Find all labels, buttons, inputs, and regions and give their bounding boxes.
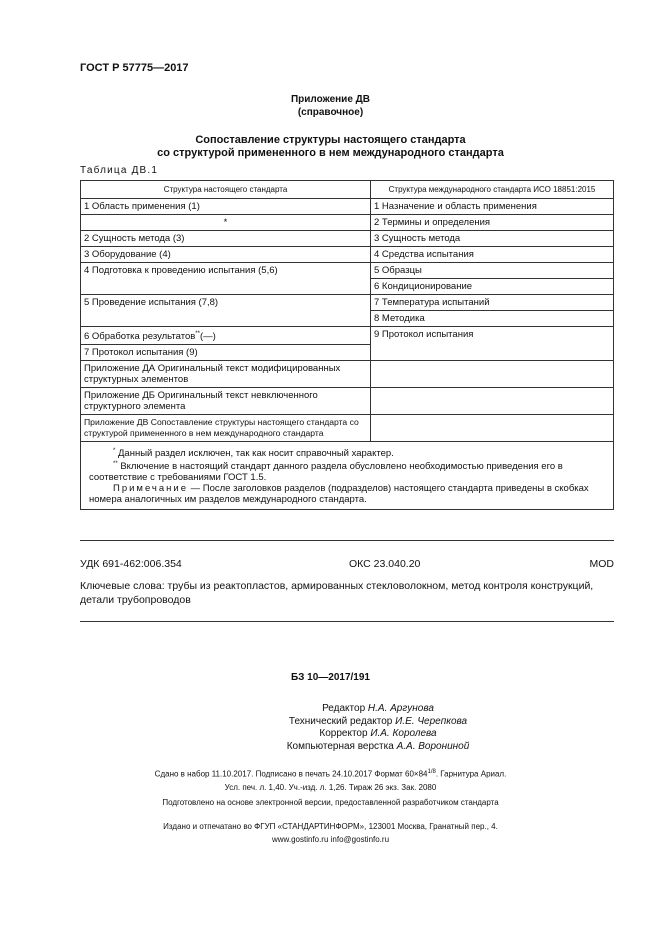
footnote-text: Данный раздел исключен, так как носит справочный характер.	[117, 448, 394, 460]
table-cell: 1 Назначение и область применения	[371, 199, 614, 215]
table-cell	[371, 361, 614, 388]
table-row	[81, 295, 614, 311]
column-header-international: Структура международного стандарта ИСО 18851:2015	[371, 181, 614, 199]
appendix-heading	[0, 93, 661, 119]
divider-line	[80, 540, 614, 541]
footnote-2	[89, 459, 605, 483]
table-cell: 3 Сущность метода	[371, 231, 614, 247]
credit-layout	[228, 741, 528, 754]
table-cell: 4 Подготовка к проведению испытания (5,6)	[81, 263, 371, 295]
bz-number: БЗ 10—2017/191	[291, 672, 370, 683]
table-row	[81, 247, 614, 263]
credit-name: А.А. Ворониной	[396, 740, 470, 752]
keywords: Ключевые слова: трубы из реактопластов, армированных стекловолокном, метод контроля конструкций, детали трубопроводов	[80, 580, 594, 606]
footnote-1	[89, 446, 605, 459]
table-cell: 2 Сущность метода (3)	[81, 231, 371, 247]
table-notes	[81, 442, 614, 510]
footnote-text: Включение в настоящий стандарт данного раздела обусловлено необходимостью приведения его в соответствие с требованиями ГОСТ 1.5.	[89, 461, 563, 484]
table-cell: 1 Область применения (1)	[81, 199, 371, 215]
credit-name: И.А. Королева	[370, 728, 437, 739]
table-cell: Приложение ДА Оригинальный текст модифицированных структурных элементов	[81, 361, 371, 388]
credit-role: Корректор	[319, 728, 368, 739]
column-header-national: Структура настоящего стандарта	[81, 181, 371, 199]
credit-role: Компьютерная верстка	[286, 740, 394, 752]
table-cell	[371, 415, 614, 442]
credit-name: Н.А. Аргунова	[367, 703, 434, 714]
table-note	[89, 483, 605, 505]
publisher-line2: www.gostinfo.ru info@gostinfo.ru	[271, 835, 390, 844]
comparison-title-line1: Сопоставление структуры настоящего стандарта	[195, 134, 466, 146]
credit-name: И.Е. Черепкова	[395, 715, 468, 727]
table-cell: Приложение ДБ Оригинальный текст невключенного структурного элемента	[81, 388, 371, 415]
appendix-title: Приложение ДВ	[290, 94, 371, 105]
credits	[228, 703, 528, 753]
table-cell: 3 Оборудование (4)	[81, 247, 371, 263]
oks-code: ОКС 23.040.20	[349, 558, 421, 570]
table-cell: 5 Образцы	[371, 263, 614, 279]
table-cell	[81, 327, 371, 345]
udk-code: УДК 691-462:006.354	[80, 558, 182, 570]
table-cell: Приложение ДВ Сопоставление структуры настоящего стандарта со структурой примененного в нем международного стандарта	[81, 415, 371, 442]
table-row	[81, 263, 614, 279]
publisher-line1: Издано и отпечатано во ФГУП «СТАНДАРТИНФОРМ», 123001 Москва, Гранатный пер., 4.	[163, 822, 498, 831]
table-cell: 2 Термины и определения	[371, 215, 614, 231]
table-label: Таблица ДВ.1	[80, 165, 159, 176]
comparison-title	[0, 134, 661, 160]
print-info-text: . Гарнитура Ариал.	[435, 769, 507, 779]
print-info-line1	[0, 766, 661, 781]
print-info-line2: Усл. печ. л. 1,40. Уч.-изд. л. 1,26. Тираж 26 экз. Зак. 2080	[224, 783, 437, 792]
table-row	[81, 231, 614, 247]
credit-editor	[228, 703, 528, 716]
table-cell: 5 Проведение испытания (7,8)	[81, 295, 371, 327]
table-cell: 7 Протокол испытания (9)	[81, 345, 371, 361]
note-text: — После заголовков разделов (подразделов) настоящего стандарта приведены в скобках номера аналогичных им разделов международного стандарта.	[89, 483, 589, 506]
table-cell: 7 Температура испытаний	[371, 295, 614, 311]
table-cell-text: 6 Обработка результатов	[84, 331, 196, 343]
table-cell	[371, 388, 614, 415]
comparison-table	[80, 180, 614, 510]
table-row	[81, 361, 614, 388]
credit-role: Редактор	[322, 703, 366, 714]
table-cell-suffix: (—)	[199, 331, 216, 343]
standard-code: ГОСТ Р 57775—2017	[80, 62, 189, 74]
table-notes-row	[81, 442, 614, 510]
table-row	[81, 327, 614, 345]
table-cell: 8 Методика	[371, 311, 614, 327]
credit-corrector	[228, 728, 528, 741]
table-cell: 9 Протокол испытания	[371, 327, 614, 361]
mod-label: MOD	[589, 558, 614, 570]
footnote-mark: *	[113, 448, 116, 455]
divider-line	[80, 621, 614, 622]
format-fraction: 1/8	[427, 769, 436, 775]
footnote-mark: **	[195, 331, 200, 337]
table-cell: 6 Кондиционирование	[371, 279, 614, 295]
table-row	[81, 388, 614, 415]
table-row	[81, 199, 614, 215]
table-row	[81, 415, 614, 442]
table-cell: 4 Средства испытания	[371, 247, 614, 263]
print-info-text: Сдано в набор 11.10.2017. Подписано в печать 24.10.2017 Формат 60×84	[154, 769, 428, 779]
footnote-mark: **	[113, 461, 118, 468]
table-row	[81, 215, 614, 231]
table-header-row	[81, 181, 614, 199]
comparison-title-line2: со структурой примененного в нем международного стандарта	[157, 147, 504, 159]
credit-tech-editor	[228, 716, 528, 729]
table-cell: *	[81, 215, 371, 231]
print-info-line3: Подготовлено на основе электронной версии, предоставленной разработчиком стандарта	[162, 798, 499, 807]
note-label: Примечание	[113, 483, 188, 495]
appendix-subtitle: (справочное)	[297, 107, 364, 118]
credit-role: Технический редактор	[288, 715, 393, 727]
